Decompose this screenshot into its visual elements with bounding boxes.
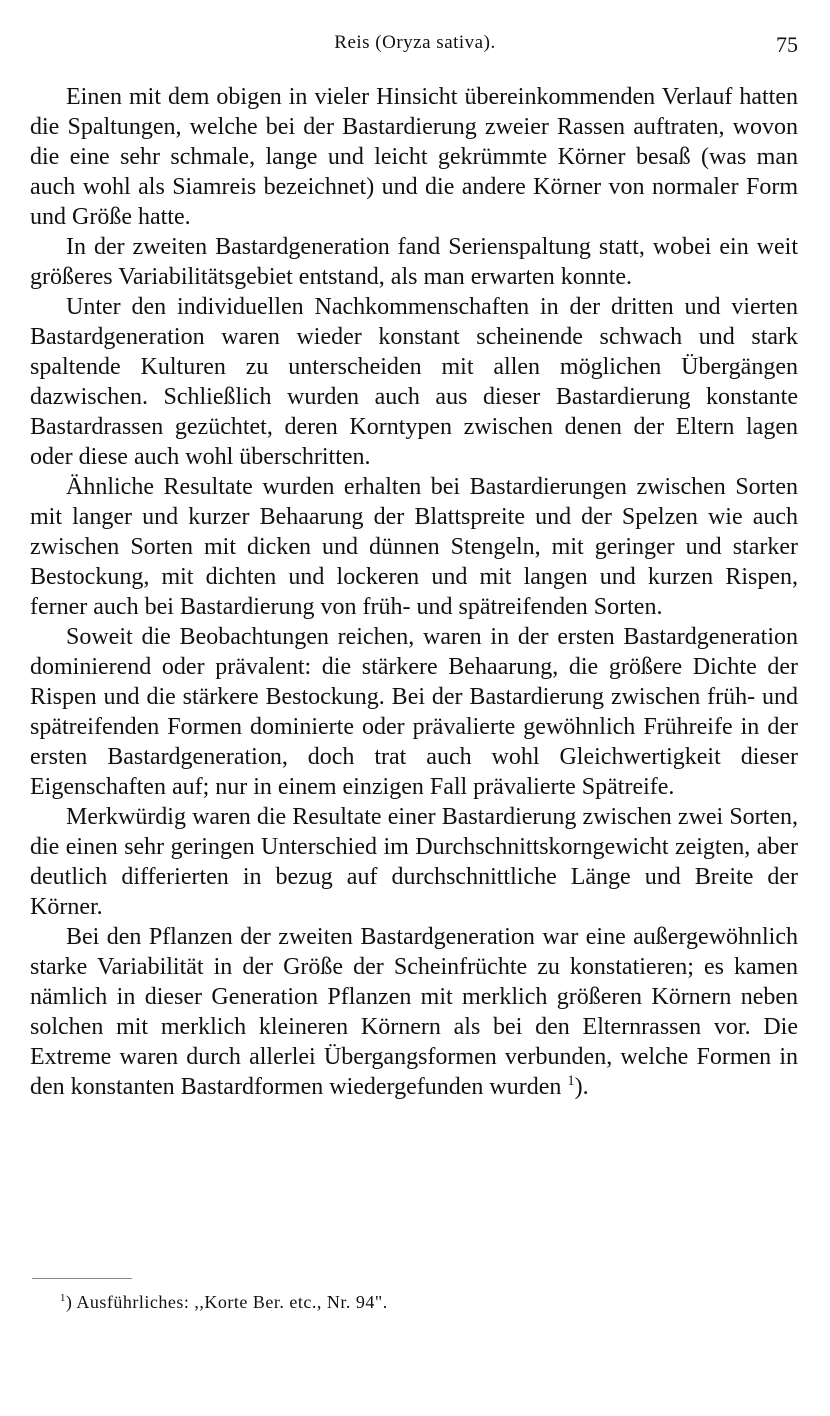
paragraph-5: Soweit die Beobachtungen reichen, waren in der ersten Bastardgeneration dominierend oder prävalent: die stärkere Behaarung, die größere Dichte der Rispen und die stärkere Bestockung. Bei der Bastardierung zwischen früh- und spätreifenden Formen dominierte oder prävalierte gewöhnlich Frühreife in der ersten Bastardgeneration, doch trat auch wohl Gleichwertigkeit dieser Eigenschaften auf; nur in einem einzigen Fall prävalierte Spätreife. [30, 624, 798, 800]
paragraph-1: Einen mit dem obigen in vieler Hinsicht übereinkommenden Verlauf hatten die Spaltungen, welche bei der Bastardierung zweier Rassen auftraten, wovon die eine sehr schmale, lange und leicht gekrümmte Körner besaß (was man auch wohl als Siamreis bezeichnet) und die andere Körner von normaler Form und Größe hatte. [30, 84, 798, 230]
footnote [60, 1292, 388, 1313]
paragraph-7-end: ). [574, 1074, 589, 1100]
paragraph-4: Ähnliche Resultate wurden erhalten bei Bastardierungen zwischen Sorten mit langer und kurzer Behaarung der Blattspreite und der Spelzen wie auch zwischen Sorten mit dicken und dünnen Stengeln, mit geringer und starker Bestockung, mit dichten und lockeren und mit langen und kurzen Rispen, ferner auch bei Bastardierung von früh- und spätreifenden Sorten. [30, 474, 798, 620]
paragraph-7-text: Bei den Pflanzen der zweiten Bastardgeneration war eine außergewöhnlich starke Variabilität in der Größe der Scheinfrüchte zu konstatieren; es kamen nämlich in dieser Generation Pflanzen mit merklich größeren Körnern neben solchen mit merklich kleineren Körnern als bei den Elternrassen vor. Die Extreme waren durch allerlei Übergangsformen verbunden, welche Formen in den konstanten Bastardformen wiedergefunden wurden [30, 924, 798, 1100]
paragraph-6: Merkwürdig waren die Resultate einer Bastardierung zwischen zwei Sorten, die einen sehr geringen Unterschied im Durchschnittskorngewicht zeigten, aber deutlich differierten in bezug auf durchschnittliche Länge und Breite der Körner. [30, 804, 798, 920]
body-text [30, 82, 798, 1102]
footnote-divider [32, 1278, 132, 1279]
page-number: 75 [776, 32, 798, 57]
footnote-reference: 1 [567, 1073, 575, 1089]
paragraph-2: In der zweiten Bastardgeneration fand Serienspaltung statt, wobei ein weit größeres Variabilitätsgebiet entstand, als man erwarten konnte. [30, 234, 798, 290]
footnote-marker: 1 [60, 1292, 66, 1304]
running-head [0, 32, 830, 58]
paragraph-7 [30, 922, 798, 1102]
paragraph-3: Unter den individuellen Nachkommenschaften in der dritten und vierten Bastardgeneration waren wieder konstant scheinende schwach und stark spaltende Kulturen zu unterscheiden mit allen möglichen Übergängen dazwischen. Schließlich wurden auch aus dieser Bastardierung konstante Bastardrassen gezüchtet, deren Korntypen zwischen denen der Eltern lagen oder diese auch wohl überschritten. [30, 294, 798, 470]
running-title: Reis (Oryza sativa). [334, 32, 496, 53]
footnote-text: ) Ausführliches: ,,Korte Ber. etc., Nr. 94". [65, 1292, 388, 1312]
